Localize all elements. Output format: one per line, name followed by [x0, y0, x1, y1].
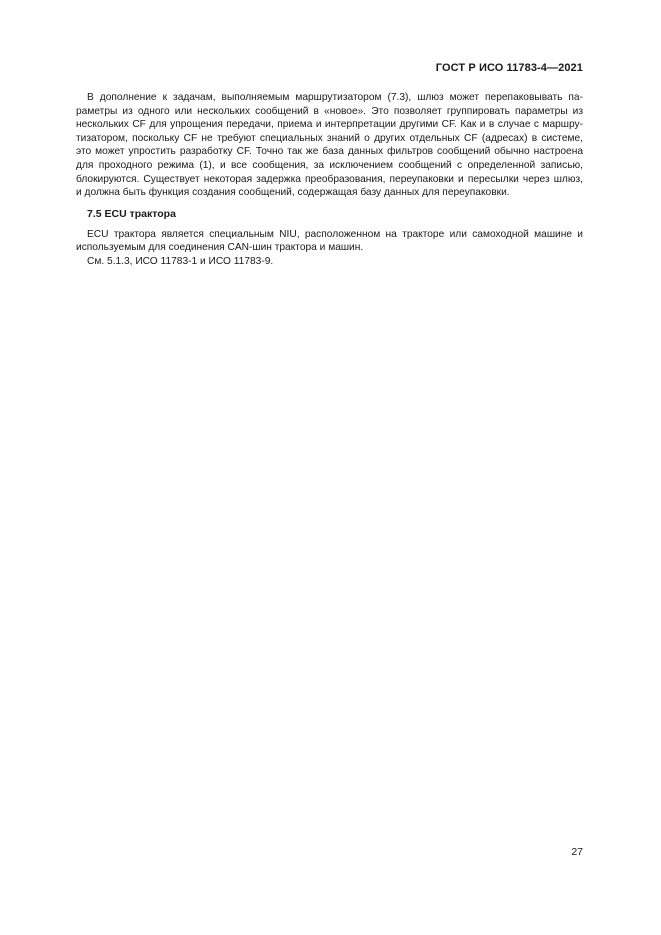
paragraph-line: тизатором, поскольку CF не требуют специальных знаний о других отдельных CF (адресах) в системе, [76, 132, 583, 144]
header-document-code: ГОСТ Р ИСО 11783-4—2021 [435, 62, 583, 74]
paragraph-line: используемым для соединения CAN-шин трактора и машин. [76, 242, 364, 254]
paragraph-line: для проходного режима (1), и все сообщения, за исключением сообщений с определенной записью, [76, 159, 583, 171]
paragraph-line: и должна быть функция создания сообщений, содержащая базу данных для переупаковки. [76, 187, 510, 199]
paragraph-line: В дополнение к задачам, выполняемым маршрутизатором (7.3), шлюз может перепаковывать па- [87, 92, 583, 103]
paragraph-line: ECU трактора является специальным NIU, расположенном на тракторе или самоходной машине и [87, 228, 583, 240]
paragraph-reference: См. 5.1.3, ИСО 11783-1 и ИСО 11783-9. [87, 255, 274, 267]
paragraph-line: нескольких CF для упрощения передачи, приема и интерпретации другими CF. Как и в случае с маршру- [76, 119, 583, 131]
document-body [76, 91, 583, 269]
page-number: 27 [571, 846, 583, 858]
paragraph-line: блокируются. Существует некоторая задержка преобразования, переупаковки и пересылки через шлюз, [76, 173, 583, 185]
paragraph-line: раметры из одного или нескольких сообщений в «новое». Это позволяет группировать параметры из [76, 105, 583, 117]
paragraph-gateway [76, 91, 583, 200]
section-heading: 7.5 ECU трактора [87, 207, 176, 220]
paragraph-line: это может упростить разработку CF. Точно так же база данных фильтров сообщений обычно настроена [76, 146, 583, 158]
paragraph-tractor-ecu [76, 228, 583, 269]
